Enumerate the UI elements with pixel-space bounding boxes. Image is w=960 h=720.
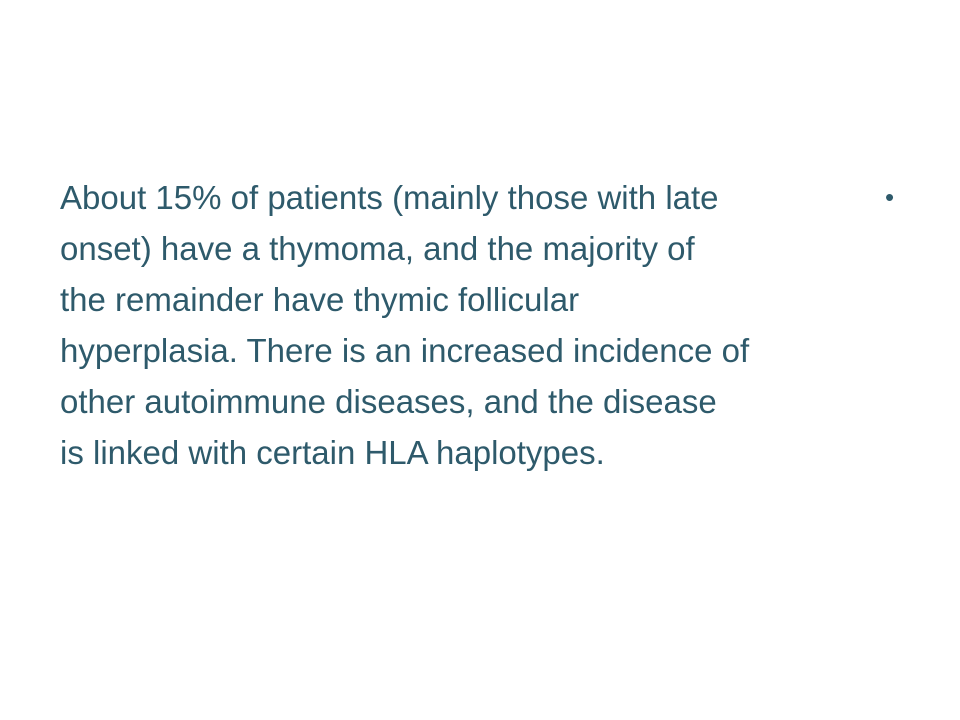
bullet-item <box>60 172 920 478</box>
bullet-text: About 15% of patients (mainly those with late onset) have a thymoma, and the majority of the remainder have thymic follicular hyperplasia. There is an increased incidence of other autoimmune diseases, and the disease is linked with certain HLA haplotypes. <box>60 179 750 471</box>
bullet-point-icon: • <box>885 182 895 212</box>
bullet-list <box>60 172 920 478</box>
